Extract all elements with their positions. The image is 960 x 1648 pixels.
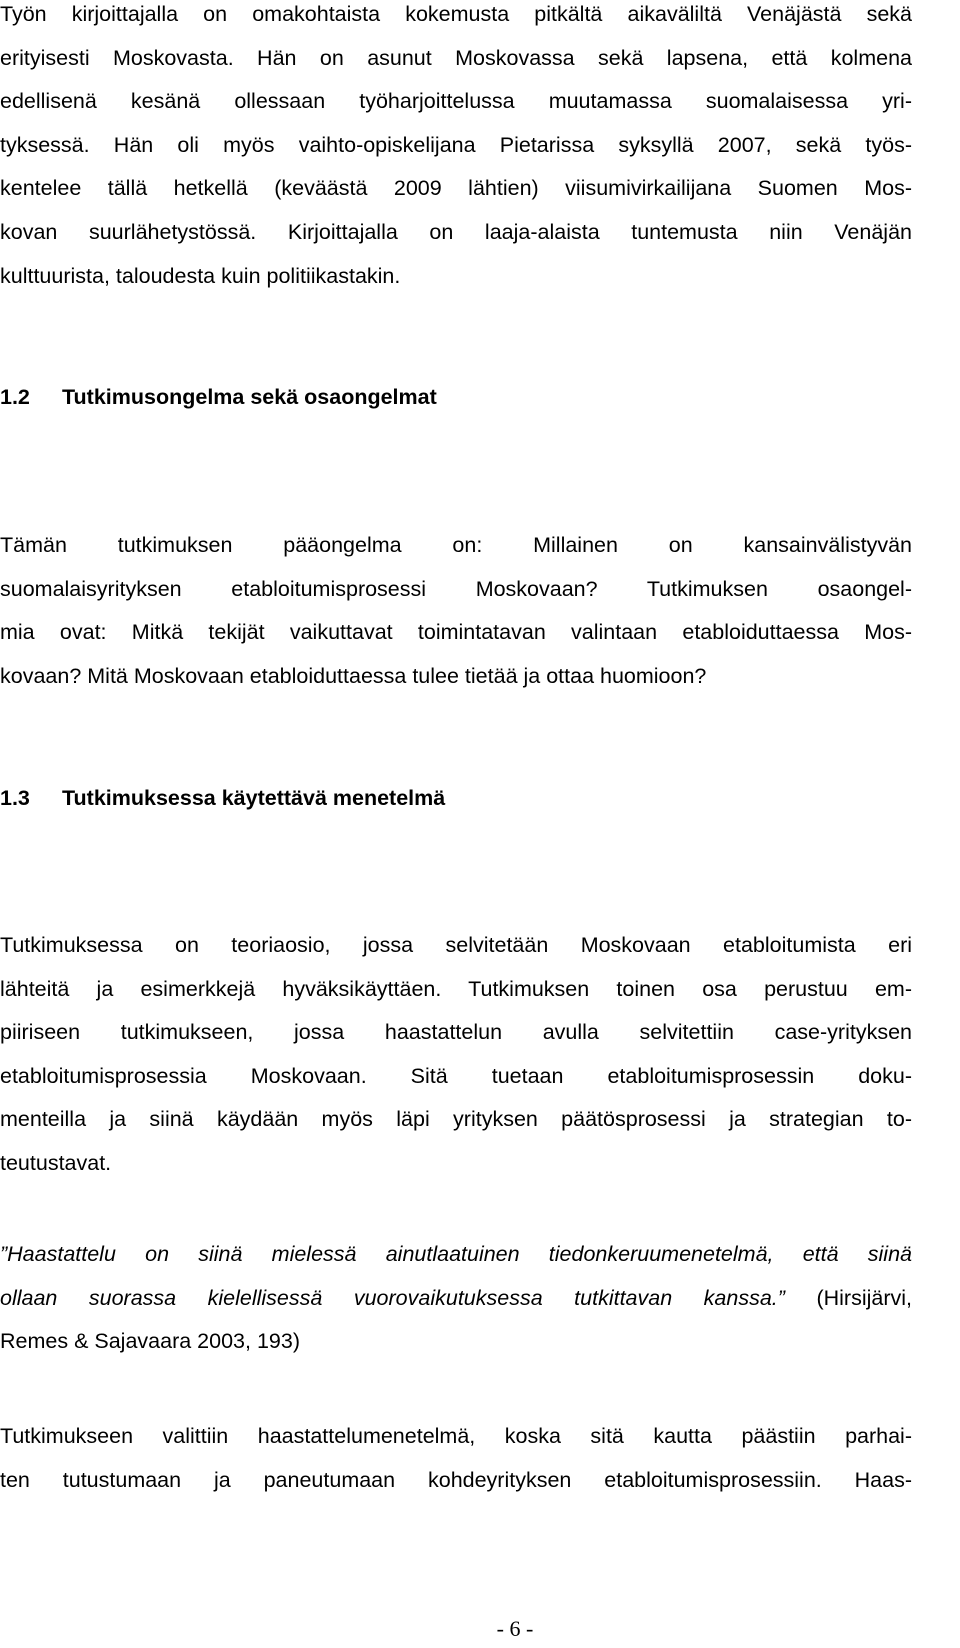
closing-paragraph	[0, 1415, 912, 1502]
quote-line: ”Haastattelu on siinä mielessä ainutlaatuinen tiedonkeruumenetelmä, että siinä	[0, 1242, 912, 1266]
paragraph-line: mia ovat: Mitkä tekijät vaikuttavat toimintatavan valintaan etabloiduttaessa Mos-	[0, 620, 912, 645]
section-title: Tutkimuksessa käytettävä menetelmä	[62, 786, 446, 810]
paragraph-line: Tutkimukseen valittiin haastattelumenetelmä, koska sitä kautta päästiin parhai-	[0, 1424, 912, 1448]
paragraph-line: menteilla ja siinä käydään myös läpi yrityksen päätösprosessi ja strategian to-	[0, 1107, 912, 1132]
section-heading-1-2	[0, 382, 437, 412]
citation-text: (Hirsijärvi,	[784, 1285, 912, 1310]
paragraph-line: kentelee tällä hetkellä (keväästä 2009 lähtien) viisumivirkailijana Suomen Mos-	[0, 176, 912, 201]
paragraph-line: kovaan? Mitä Moskovaan etabloiduttaessa tulee tietää ja ottaa huomioon?	[0, 663, 707, 688]
paragraph-line: Tämän tutkimuksen pääongelma on: Millainen on kansainvälistyvän	[0, 533, 912, 557]
paragraph-line: Työn kirjoittajalla on omakohtaista kokemusta pitkältä aikaväliltä Venäjästä sekä	[0, 2, 912, 26]
method-paragraph	[0, 924, 912, 1186]
quote-line	[0, 1277, 912, 1321]
paragraph-line: erityisesti Moskovasta. Hän on asunut Moskovassa sekä lapsena, että kolmena	[0, 45, 912, 70]
paragraph-line: Tutkimuksessa on teoriaosio, jossa selvitetään Moskovaan etabloitumista eri	[0, 933, 912, 957]
section-title: Tutkimusongelma sekä osaongelmat	[62, 385, 437, 409]
section-heading-1-3	[0, 783, 445, 813]
paragraph-line: etabloitumisprosessia Moskovaan. Sitä tuetaan etabloitumisprosessin doku-	[0, 1063, 912, 1088]
paragraph-line: tyksessä. Hän oli myös vaihto-opiskelijana Pietarissa syksyllä 2007, sekä työs-	[0, 132, 912, 157]
paragraph-line: piiriseen tutkimukseen, jossa haastattelun avulla selvitettiin case-yrityksen	[0, 1020, 912, 1045]
paragraph-line: ten tutustumaan ja paneutumaan kohdeyrityksen etabloitumisprosessiin. Haas-	[0, 1467, 912, 1492]
paragraph-line: kovan suurlähetystössä. Kirjoittajalla on laaja-alaista tuntemusta niin Venäjän	[0, 219, 912, 244]
section-number: 1.3	[0, 786, 30, 810]
section-number: 1.2	[0, 385, 30, 409]
quote-paragraph	[0, 1233, 912, 1364]
paragraph-line: edellisenä kesänä ollessaan työharjoittelussa muutamassa suomalaisessa yri-	[0, 89, 912, 114]
paragraph-line: teutustavat.	[0, 1150, 112, 1175]
citation-line: Remes & Sajavaara 2003, 193)	[0, 1329, 300, 1354]
paragraph-line: lähteitä ja esimerkkejä hyväksikäyttäen. Tutkimuksen toinen osa perustuu em-	[0, 976, 912, 1001]
intro-paragraph	[0, 0, 912, 298]
paragraph-line: kulttuurista, taloudesta kuin politiikastakin.	[0, 263, 401, 288]
paragraph-line: suomalaisyrityksen etabloitumisprosessi Moskovaan? Tutkimuksen osaongel-	[0, 576, 912, 601]
research-problem-paragraph	[0, 524, 912, 698]
quote-text: ollaan suorassa kielellisessä vuorovaikutuksessa tutkittavan kanssa.”	[0, 1285, 785, 1310]
page-number: - 6 -	[496, 1616, 534, 1641]
